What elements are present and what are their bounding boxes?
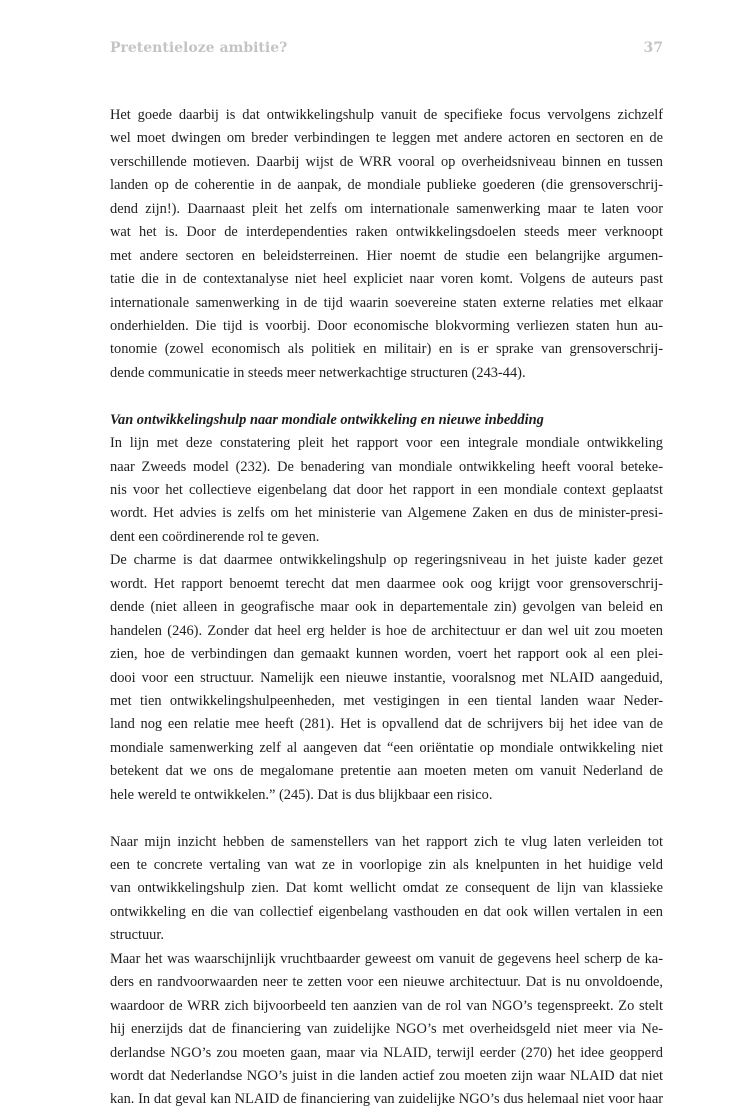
text-line: mondiale samenwerking zelf al aangeven dat “een oriëntatie op mondiale ontwikkeling niet <box>110 739 663 756</box>
text-line: wat het is. Door de interdependenties raken ontwikkelingsdoelen steeds meer verknoopt <box>110 224 663 241</box>
paragraph <box>110 549 663 807</box>
text-line: wordt dat Nederlandse NGO’s juist in die landen actief zou moeten zijn waar NLAID dat niet <box>110 1067 663 1084</box>
text-line: dende (niet alleen in geografische maar ook in departementale zin) gevolgen van beleid en <box>110 599 663 616</box>
text-line: met andere sectoren en beleidsterreinen. Hier noemt de studie een belangrijke argumen- <box>110 247 663 264</box>
text-line: derlandse NGO’s zou moeten gaan, maar via NLAID, terwijl eerder (270) het idee geopperd <box>110 1044 663 1061</box>
text-line: De charme is dat daarmee ontwikkelingshulp op regeringsniveau in het juiste kader gezet <box>110 552 663 569</box>
paragraph <box>110 831 663 948</box>
text-line: Naar mijn inzicht hebben de samenstellers van het rapport zich te vlug laten verleiden tot <box>110 833 663 850</box>
text-line: Maar het was waarschijnlijk vruchtbaarder geweest om vanuit de gegevens heel scherp de ka- <box>110 950 663 967</box>
text-line: handelen (246). Zonder dat heel erg helder is hoe de architectuur er dan wel uit zou moeten <box>110 622 663 639</box>
text-line: zien, hoe de verbindingen dan gemaakt kunnen worden, voert het rapport ook al een plei- <box>110 646 663 663</box>
text-line: internationale samenwerking in de tijd waarin soevereine staten externe relaties met elkaar <box>110 294 663 311</box>
text-line: van ontwikkelingshulp zien. Dat komt wellicht omdat ze consequent de lijn van klassieke <box>110 880 663 897</box>
text-line: hele wereld te ontwikkelen.” (245). Dat is dus blijkbaar een risico. <box>110 786 493 803</box>
text-line: naar Zweeds model (232). De benadering van mondiale ontwikkeling heeft vooral beteke- <box>110 458 663 475</box>
section <box>110 409 663 550</box>
text-line: landen op de coherentie in de aanpak, de mondiale publieke goederen (die grensoverschrij- <box>110 177 663 194</box>
text-line: tatie die in de contextanalyse niet heel expliciet naar voren komt. Volgens de auteurs past <box>110 271 663 288</box>
text-line: ontwikkeling en die van collectief eigenbelang vasthouden en dat ook willen vertalen in een <box>110 903 663 920</box>
text-line: verschillende motieven. Daarbij wijst de WRR vooral op overheidsniveau binnen en tussen <box>110 153 663 170</box>
text-line: een te concrete vertaling van wat ze in voorlopige zin als knelpunten in het huidige veld <box>110 857 663 873</box>
text-line: wel moet dwingen om breder verbindingen te leggen met andere actoren en sectoren en de <box>110 130 663 147</box>
text-line: dende communicatie in steeds meer netwerkachtige structuren (243-44). <box>110 364 526 381</box>
text-line: structuur. <box>110 927 164 944</box>
text-line: onderhielden. Die tijd is voorbij. Door economische blokvorming verliezen staten hun au- <box>110 317 663 334</box>
body-text <box>110 104 663 1112</box>
text-line: wordt. Het rapport benoemt terecht dat men daarmee ook oog krijgt voor grensoverschrij- <box>110 575 663 592</box>
text-line: hij enerzijds dat de financiering van zuidelijke NGO’s met overheidsgeld niet meer via Ne- <box>110 1021 663 1038</box>
text-line: wordt. Het advies is zelfs om het ministerie van Algemene Zaken en dus de minister-presi- <box>110 505 663 522</box>
paragraph <box>110 104 663 385</box>
text-line: kan. In dat geval kan NLAID de financiering van zuidelijke NGO’s dus helemaal niet voor haar <box>110 1091 663 1108</box>
running-title: Pretentieloze ambitie? <box>110 40 288 56</box>
text-line: betekent dat we ons de megalomane pretentie aan moeten meten om vanuit Nederland de <box>110 763 663 780</box>
text-line: In lijn met deze constatering pleit het rapport voor een integrale mondiale ontwikkeling <box>110 435 663 452</box>
text-line: waardoor de WRR zich bijvoorbeeld ten aanzien van de rol van NGO’s tegenspreekt. Zo stelt <box>110 997 663 1014</box>
text-line: dooi voor een structuur. Namelijk een nieuwe instantie, vooralsnog met NLAID aangeduid, <box>110 669 663 686</box>
paragraph <box>110 948 663 1112</box>
text-line: ders en randvoorwaarden neer te zetten voor een nieuwe architectuur. Dat is nu onvoldoende, <box>110 974 663 991</box>
text-line: met tien ontwikkelingshulpeenheden, met vestigingen in een tiental landen waar Neder- <box>110 692 663 709</box>
text-line: dend zijn!). Daarnaast pleit het zelfs om internationale samenwerking maar te laten voor <box>110 200 663 217</box>
section-heading: Van ontwikkelingshulp naar mondiale ontwikkeling en nieuwe inbedding <box>110 411 544 428</box>
page-number: 37 <box>643 40 663 56</box>
text-line: tonomie (zowel economisch als politiek en militair) en is er sprake van grensoverschrij- <box>110 341 663 358</box>
text-line: land nog een relatie mee heeft (281). Het is opvallend dat de schrijvers bij het idee van de <box>110 716 663 733</box>
text-line: nis voor het collectieve eigenbelang dat door het rapport in een mondiale context geplaatst <box>110 482 663 498</box>
text-line: dent een coördinerende rol te geven. <box>110 528 320 545</box>
text-line: Het goede daarbij is dat ontwikkelingshulp vanuit de specifieke focus vervolgens zichzelf <box>110 107 663 123</box>
